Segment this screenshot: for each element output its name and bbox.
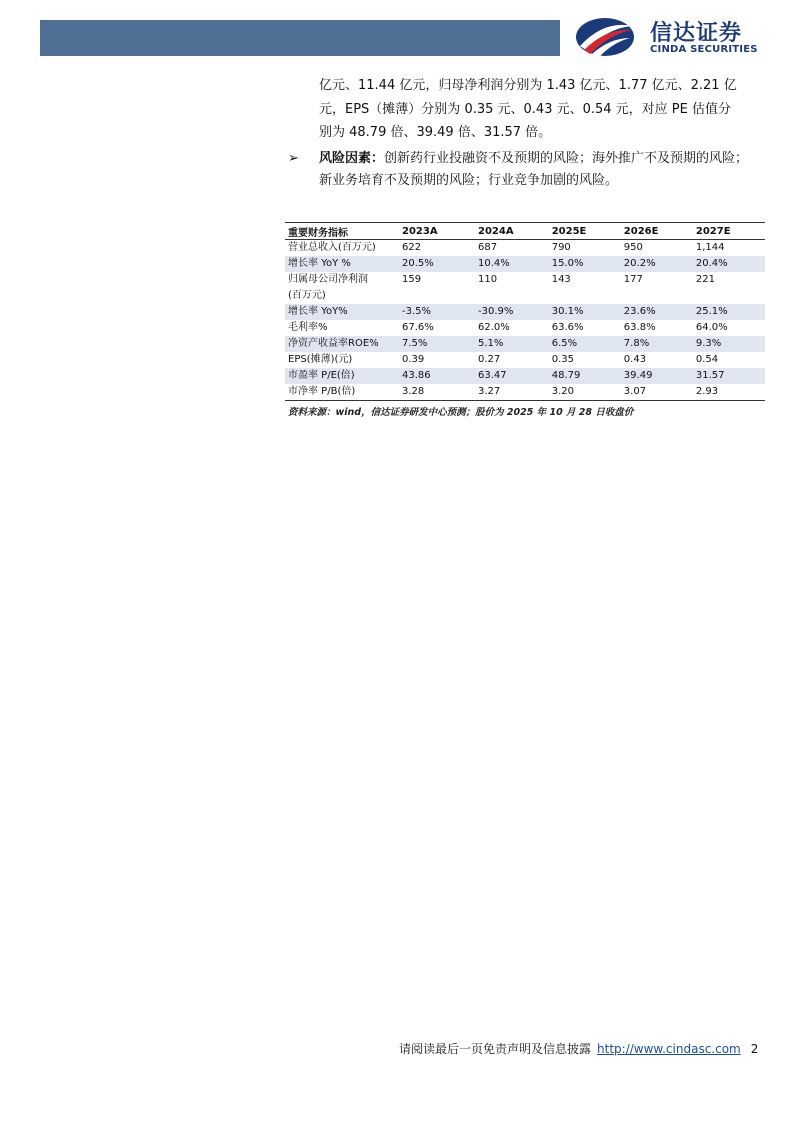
table-cell: 48.79 <box>549 368 621 384</box>
table-cell: 221 <box>695 274 715 285</box>
table-row <box>285 352 765 368</box>
row-label: 归属母公司净利润 <box>288 274 368 285</box>
table-cell: 30.1% <box>549 304 621 320</box>
table-cell: 67.6% <box>402 322 434 333</box>
table-row <box>285 304 765 320</box>
table-cell: 62.0% <box>478 322 510 333</box>
table-row <box>285 288 765 304</box>
row-label: 增长率 YoY % <box>285 256 399 272</box>
financial-indicators-table <box>285 222 765 401</box>
table-cell: 1,144 <box>695 242 725 253</box>
page-number: 2 <box>750 1042 759 1056</box>
table-cell: 0.39 <box>402 354 425 365</box>
table-cell: 23.6% <box>621 304 693 320</box>
table-row <box>285 336 765 352</box>
table-cell: 20.5% <box>399 256 475 272</box>
table-cell: -30.9% <box>475 304 549 320</box>
website-link[interactable]: http://www.cindasc.com <box>597 1042 741 1056</box>
table-cell: 63.47 <box>475 368 549 384</box>
table-row <box>285 384 765 401</box>
forecast-summary <box>319 74 749 145</box>
table-row <box>285 320 765 336</box>
logo-chinese-name: 信达证券 <box>650 21 743 46</box>
row-label: 毛利率% <box>288 322 328 333</box>
table-cell: 20.4% <box>693 256 765 272</box>
table-header-row <box>285 223 765 240</box>
table-cell: 9.3% <box>693 336 765 352</box>
table-cell: 0.54 <box>695 354 719 365</box>
table-cell: 20.2% <box>621 256 693 272</box>
table-cell: 6.5% <box>549 336 621 352</box>
table-cell: 39.49 <box>621 368 693 384</box>
row-label: 市净率 P/B(倍) <box>285 384 399 401</box>
risk-factors <box>288 148 750 192</box>
table-cell: 7.8% <box>621 336 693 352</box>
cinda-logo <box>574 14 774 60</box>
row-label: 市盈率 P/E(倍) <box>285 368 399 384</box>
table-cell: 3.28 <box>399 384 475 401</box>
row-label: 净资产收益率ROE% <box>285 336 399 352</box>
table-header-cell: 2027E <box>693 223 765 240</box>
header-band <box>40 20 560 56</box>
table-cell: 3.20 <box>549 384 621 401</box>
table-cell: 2.93 <box>693 384 765 401</box>
row-label-continued: (百万元) <box>288 290 326 301</box>
row-label: 营业总收入(百万元) <box>288 242 376 253</box>
row-label: 增长率 YoY% <box>285 304 399 320</box>
table-cell: 143 <box>551 274 571 285</box>
table-cell: 10.4% <box>475 256 549 272</box>
summary-line: 别为 48.79 倍、39.49 倍、31.57 倍。 <box>319 125 552 140</box>
table-cell: 43.86 <box>399 368 475 384</box>
table-cell: 110 <box>478 274 498 285</box>
table-cell: 950 <box>623 242 643 253</box>
table-header-cell: 2026E <box>621 223 693 240</box>
table-cell: 0.35 <box>551 354 574 365</box>
table-row <box>285 368 765 384</box>
table-cell: 177 <box>623 274 643 285</box>
table-cell: 63.8% <box>623 322 656 333</box>
table-row <box>285 240 765 257</box>
table-cell: 5.1% <box>475 336 549 352</box>
table-cell: 31.57 <box>693 368 765 384</box>
table-row <box>285 256 765 272</box>
table-cell: 25.1% <box>693 304 765 320</box>
data-source-note: 资料来源：wind，信达证券研发中心预测；股价为 2025 年 10 月 28 日收盘价 <box>288 407 634 418</box>
page-footer <box>399 1040 758 1057</box>
disclaimer-note: 请阅读最后一页免责声明及信息披露 <box>399 1042 592 1056</box>
table-cell: -3.5% <box>399 304 475 320</box>
table-cell: 7.5% <box>399 336 475 352</box>
table-cell: 0.27 <box>478 354 501 365</box>
table-cell: 0.43 <box>623 354 647 365</box>
table-cell: 687 <box>478 242 498 253</box>
summary-line: 亿元、11.44 亿元，归母净利润分别为 1.43 亿元、1.77 亿元、2.21 亿 <box>319 78 737 93</box>
table-cell: 63.6% <box>551 322 584 333</box>
table-cell: 159 <box>402 274 422 285</box>
table-header-cell: 2023A <box>399 223 475 240</box>
logo-english-name: CINDA SECURITIES <box>650 44 758 55</box>
table-header-cell: 重要财务指标 <box>285 223 399 240</box>
table-header-cell: 2025E <box>549 223 621 240</box>
table-cell: 622 <box>402 242 422 253</box>
table-row <box>285 272 765 288</box>
bullet-arrow-icon: ➢ <box>288 151 299 166</box>
table-cell: 790 <box>551 242 571 253</box>
cinda-logo-icon <box>574 16 636 58</box>
risk-label: 风险因素： <box>319 151 385 166</box>
risk-text: 创新药行业投融资不及预期的风险；海外推广不及预期的风险；新业务培育不及预期的风险；行业竞争加剧的风险。 <box>319 151 749 188</box>
table-cell: 3.27 <box>475 384 549 401</box>
table-cell: 64.0% <box>695 322 728 333</box>
row-label: EPS(摊薄)(元) <box>288 354 353 365</box>
table-cell: 15.0% <box>549 256 621 272</box>
summary-line: 元，EPS（摊薄）分别为 0.35 元、0.43 元、0.54 元，对应 PE 估值分 <box>319 101 731 117</box>
table-cell: 3.07 <box>621 384 693 401</box>
table-header-cell: 2024A <box>475 223 549 240</box>
